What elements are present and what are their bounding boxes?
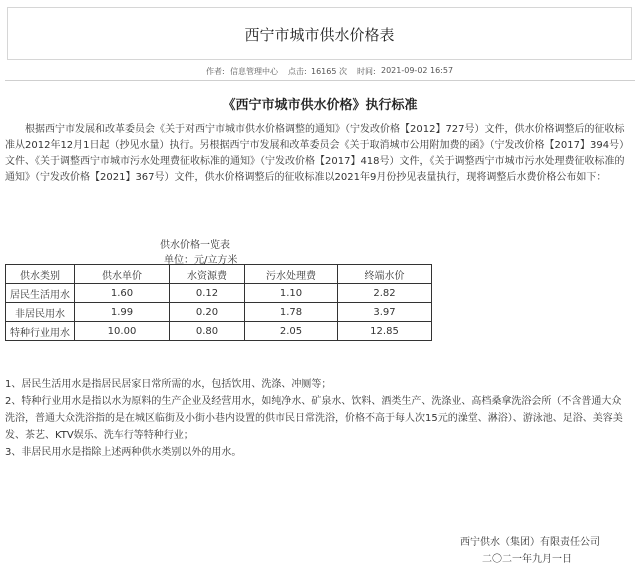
table-caption: 供水价格一览表 (160, 240, 230, 251)
table-cell: 0.80 (170, 322, 245, 341)
author-label: 作者: (206, 67, 225, 76)
header-cell: 终端水价 (338, 265, 432, 284)
intro-paragraph: 根据西宁市发展和改革委员会《关于对西宁市城市供水价格调整的通知》（宁发改价格【2012】727号）文件，供水价格调整后的征收标准从2012年12月1日起（抄见水量）执行。另根据西宁市发展和改革委员会《关于取消城市公用附加费的函》（宁发改价格【2017】394号）文件、《关于调整西宁市城市污水处理费征收标准的通知》（宁发改价格【2017】418号）文件，《关于调整西宁市城市污水处理费征收标准的通知》（宁发改价格【2021】367号）文件，供水价格调整后的征收标准以2021年9月份抄见表量执行，现将调整后水费价格公布如下： (5, 124, 630, 183)
divider (5, 80, 635, 81)
notes-section (5, 376, 631, 461)
table-cell: 1.99 (75, 303, 170, 322)
header-cell: 供水类别 (6, 265, 75, 284)
time-value: 2021-09-02 16:57 (381, 66, 454, 75)
table-cell: 12.85 (338, 322, 432, 341)
table-cell: 居民生活用水 (6, 284, 75, 303)
table-unit: 单位：元/立方米 (164, 255, 238, 266)
article-subtitle: 《西宁市城市供水价格》执行标准 (222, 98, 418, 113)
header-cell: 水资源费 (170, 265, 245, 284)
table-row (6, 284, 432, 303)
table-row (6, 303, 432, 322)
note-item: 1、居民生活用水是指居民居家日常所需的水，包括饮用、洗涤、冲厕等； (5, 379, 332, 390)
table-cell: 0.20 (170, 303, 245, 322)
author-value: 信息管理中心 (230, 67, 278, 76)
page-title: 西宁市城市供水价格表 (244, 26, 395, 44)
table-cell: 2.05 (245, 322, 338, 341)
signature-date: 二〇二一年九月一日 (482, 554, 572, 565)
price-table (5, 264, 432, 341)
time-label: 时间: (357, 67, 376, 76)
table-cell: 0.12 (170, 284, 245, 303)
clicks-label: 点击: (288, 67, 307, 76)
note-item: 2、特种行业用水是指以水为原料的生产企业及经营用水，如纯净水、矿泉水、饮料、酒类生产、洗涤业、高档桑拿洗浴会所（不含普通大众洗浴，普通大众洗浴指的是在城区临街及小街小巷内设置的供市民日常洗浴，价格不高于每人次15元的澡堂、淋浴）、游泳池、足浴、美容美发、茶艺、KTV娱乐、洗车行等特种行业； (5, 396, 623, 441)
note-item: 3、非居民用水是指除上述两种供水类别以外的用水。 (5, 447, 242, 458)
table-cell: 3.97 (338, 303, 432, 322)
table-cell: 非居民用水 (6, 303, 75, 322)
clicks-value: 16165 次 (311, 67, 347, 76)
table-cell: 1.10 (245, 284, 338, 303)
table-cell: 2.82 (338, 284, 432, 303)
table-cell: 1.60 (75, 284, 170, 303)
article-meta (0, 62, 640, 78)
table-cell: 10.00 (75, 322, 170, 341)
header-cell: 供水单价 (75, 265, 170, 284)
header-cell: 污水处理费 (245, 265, 338, 284)
signature-company: 西宁供水（集团）有限责任公司 (460, 537, 600, 548)
table-cell: 1.78 (245, 303, 338, 322)
table-row (6, 322, 432, 341)
table-header-row (6, 265, 432, 284)
table-cell: 特种行业用水 (6, 322, 75, 341)
title-box (7, 7, 632, 60)
